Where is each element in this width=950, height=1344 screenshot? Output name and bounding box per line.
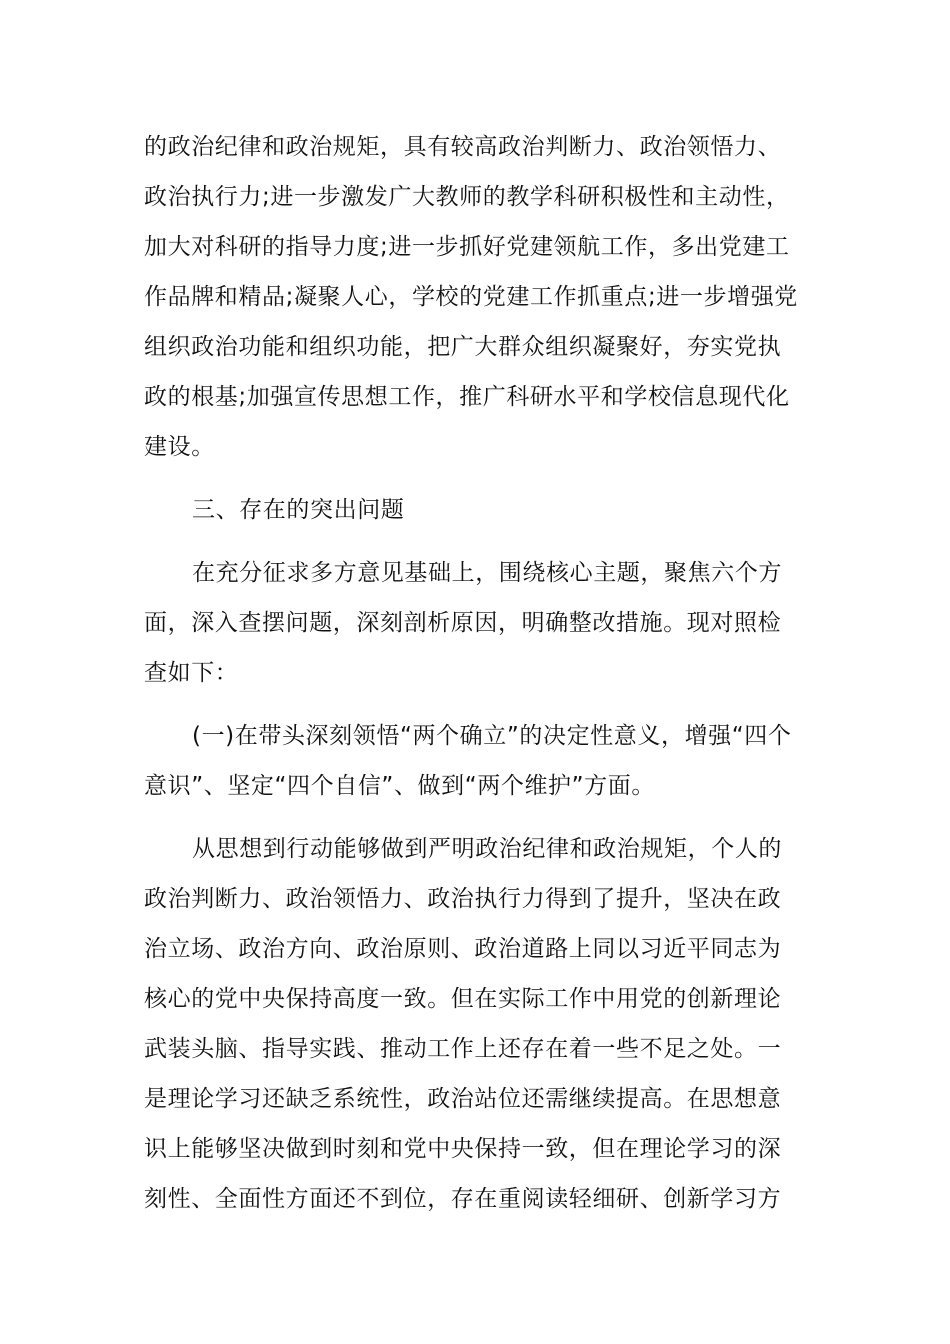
- text-line: 武装头脑、指导实践、推动工作上还存在着一些不足之处。一: [144, 1036, 782, 1062]
- section-heading: 三、存在的突出问题: [192, 497, 405, 523]
- text-line: 面，深入查摆问题，深刻剖析原因，明确整改措施。现对照检: [144, 610, 782, 636]
- text-line: 组织政治功能和组织功能，把广大群众组织凝聚好，夯实党执: [144, 334, 782, 360]
- text-line: 政治判断力、政治领悟力、政治执行力得到了提升，坚决在政: [144, 886, 782, 912]
- text-line: 建设。: [144, 434, 215, 460]
- text-line: 政治执行力;进一步激发广大教师的教学科研积极性和主动性，: [144, 184, 790, 210]
- text-line: 识上能够坚决做到时刻和党中央保持一致，但在理论学习的深: [144, 1136, 782, 1162]
- text-line: 意识”、坚定“四个自信”、做到“两个维护”方面。: [144, 773, 655, 799]
- text-line: 治立场、政治方向、政治原则、政治道路上同以习近平同志为: [144, 936, 782, 962]
- text-line: 刻性、全面性方面还不到位，存在重阅读轻细研、创新学习方: [144, 1186, 782, 1212]
- text-line: 核心的党中央保持高度一致。但在实际工作中用党的创新理论: [144, 986, 782, 1012]
- text-line: 作品牌和精品;凝聚人心，学校的党建工作抓重点;进一步增强党: [144, 284, 798, 310]
- text-line: 在充分征求多方意见基础上，围绕核心主题，聚焦六个方: [192, 560, 782, 586]
- text-line: 从思想到行动能够做到严明政治纪律和政治规矩，个人的: [192, 836, 782, 862]
- text-line: 政的根基;加强宣传思想工作，推广科研水平和学校信息现代化: [144, 384, 790, 410]
- text-line: 是理论学习还缺乏系统性，政治站位还需继续提高。在思想意: [144, 1086, 782, 1112]
- text-line: 的政治纪律和政治规矩，具有较高政治判断力、政治领悟力、: [144, 134, 782, 160]
- text-line: 查如下：: [144, 660, 239, 686]
- subsection-heading: (一)在带头深刻领悟“两个确立”的决定性意义，增强“四个: [192, 723, 792, 749]
- text-line: 加大对科研的指导力度;进一步抓好党建领航工作，多出党建工: [144, 234, 790, 260]
